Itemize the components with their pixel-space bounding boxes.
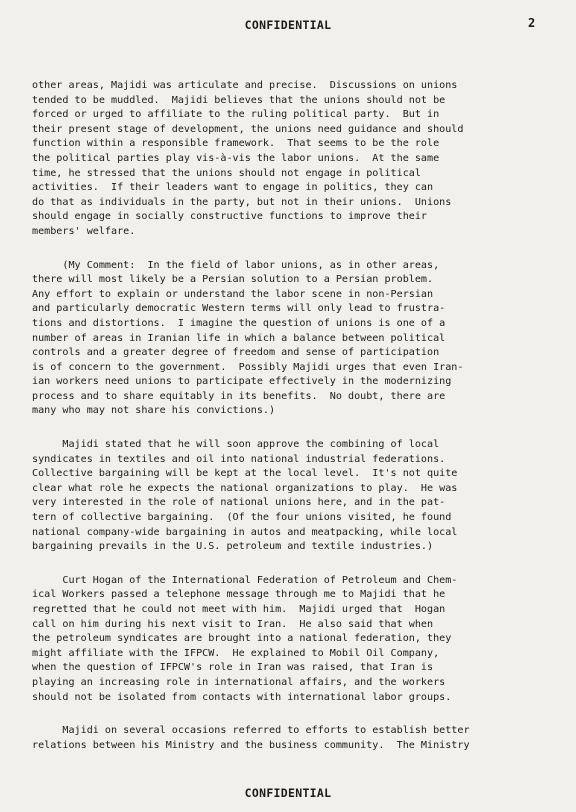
text-line: Majidi on several occasions referred to efforts to establish better (32, 725, 470, 737)
page-number: 2 (528, 16, 536, 30)
text-line: when the question of IFPCW's role in Iran was raised, that Iran is (32, 662, 434, 674)
text-line: is of concern to the government. Possibly Majidi urges that even Iran- (32, 361, 464, 373)
text-line: number of areas in Iranian life in which a balance between political (32, 332, 446, 344)
text-line: bargaining prevails in the U.S. petroleum and textile industries.) (32, 541, 434, 553)
memo-body (32, 79, 576, 772)
text-line: forced or urged to affiliate to the ruling political party. But in (32, 109, 440, 121)
memo-paragraph (32, 259, 576, 420)
memo-paragraph (32, 724, 576, 753)
text-line: tended to be muddled. Majidi believes that the unions should not be (32, 94, 446, 106)
text-line: activities. If their leaders want to engage in politics, they can (32, 182, 434, 194)
text-line: syndicates in textiles and oil into national industrial federations. (32, 453, 446, 465)
text-line: tern of collective bargaining. (Of the four unions visited, he found (32, 512, 452, 524)
header-classification: CONFIDENTIAL (244, 18, 332, 32)
text-line: there will most likely be a Persian solution to a Persian problem. (32, 274, 434, 286)
text-line: members' welfare. (32, 225, 136, 237)
text-line: ian workers need unions to participate effectively in the modernizing (32, 376, 452, 388)
memo-paragraph (32, 438, 576, 555)
text-line: their present stage of development, the unions need guidance and should (32, 123, 464, 135)
text-line: Any effort to explain or understand the labor scene in non-Persian (32, 288, 434, 300)
text-line: (My Comment: In the field of labor unions, as in other areas, (32, 259, 440, 271)
text-line: should engage in socially constructive functions to improve their (32, 211, 428, 223)
text-line: controls and a greater degree of freedom and sense of participation (32, 347, 440, 359)
text-line: might affiliate with the IFPCW. He explained to Mobil Oil Company, (32, 647, 440, 659)
text-line: tions and distortions. I imagine the question of unions is one of a (32, 317, 446, 329)
text-line: relations between his Ministry and the business community. The Ministry (32, 739, 470, 751)
text-line: other areas, Majidi was articulate and precise. Discussions on unions (32, 80, 458, 91)
text-line: do that as individuals in the party, but not in their unions. Unions (32, 196, 452, 208)
text-line: call on him during his next visit to Iran. He also said that when (32, 618, 434, 630)
text-line: many who may not share his convictions.) (32, 405, 276, 417)
memo-paragraph (32, 574, 576, 705)
text-line: time, he stressed that the unions should not engage in political (32, 167, 421, 179)
text-line: very interested in the role of national unions here, and in the pat- (32, 497, 446, 509)
text-line: and particularly democratic Western terms will only lead to frustra- (32, 303, 446, 315)
text-line: ical Workers passed a telephone message through me to Majidi that he (32, 589, 446, 601)
text-line: Curt Hogan of the International Federation of Petroleum and Chem- (32, 574, 458, 586)
text-line: process and to share equitably in its benefits. No doubt, there are (32, 390, 446, 402)
text-line: Majidi stated that he will soon approve the combining of local (32, 439, 440, 451)
text-line: the political parties play vis-à-vis the labor unions. At the same (32, 152, 440, 164)
text-line: playing an increasing role in international affairs, and the workers (32, 676, 446, 688)
text-line: clear what role he expects the national organizations to play. He was (32, 482, 458, 494)
text-line: national company-wide bargaining in autos and meatpacking, while local (32, 526, 458, 538)
text-line: Collective bargaining will be kept at the local level. It's not quite (32, 468, 458, 480)
text-line: regretted that he could not meet with him. Majidi urged that Hogan (32, 604, 446, 615)
text-line: should not be isolated from contacts with international labor groups. (32, 691, 452, 703)
text-line: function within a responsible framework. That seems to be the role (32, 138, 440, 150)
memo-paragraph (32, 79, 576, 240)
footer-classification: CONFIDENTIAL (244, 786, 332, 800)
text-line: the petroleum syndicates are brought into a national federation, they (32, 633, 452, 645)
